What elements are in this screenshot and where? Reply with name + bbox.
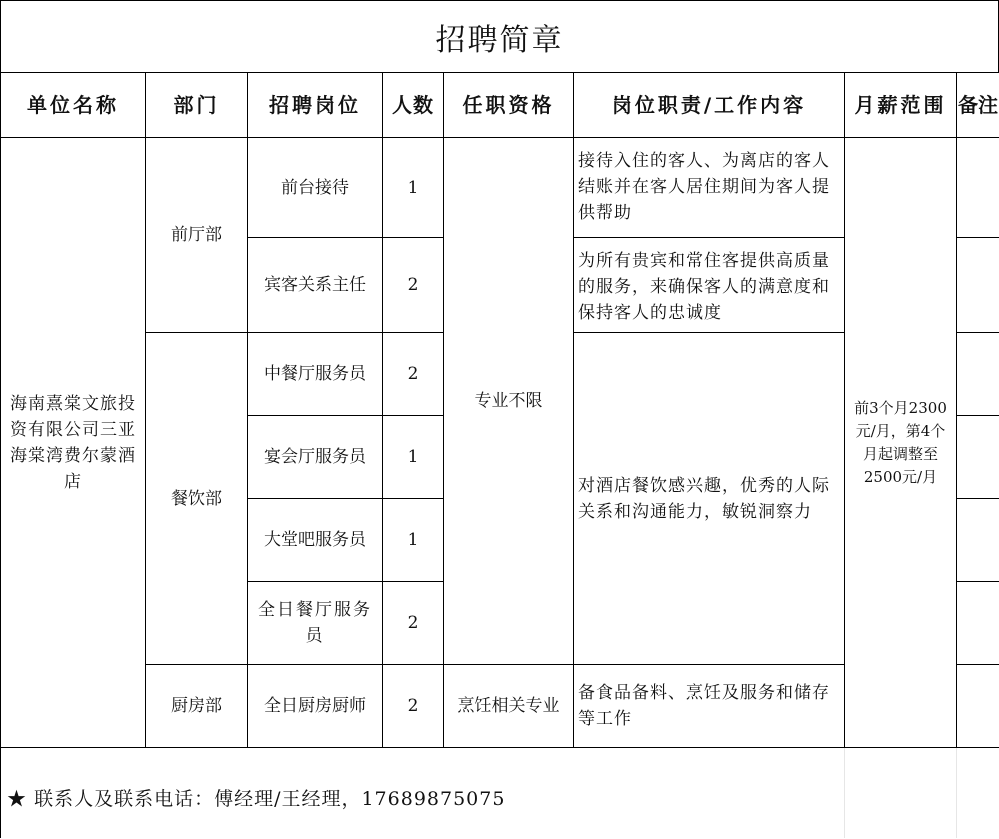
count-cell: 2 <box>383 333 444 416</box>
count-cell: 2 <box>383 238 444 333</box>
header-company: 单位名称 <box>1 73 146 138</box>
count-cell: 1 <box>383 499 444 582</box>
header-count: 人数 <box>383 73 444 138</box>
note-cell <box>957 499 999 582</box>
note-cell <box>957 238 999 333</box>
duty-cell: 对酒店餐饮感兴趣，优秀的人际关系和沟通能力，敏锐洞察力 <box>574 333 845 665</box>
header-row <box>1 73 999 138</box>
department-cell: 前厅部 <box>146 138 248 333</box>
header-salary: 月薪范围 <box>845 73 957 138</box>
contact-line <box>7 784 505 811</box>
count-cell: 2 <box>383 582 444 665</box>
header-position: 招聘岗位 <box>248 73 383 138</box>
footer-gridline <box>956 748 957 838</box>
position-cell: 宾客关系主任 <box>248 238 383 333</box>
header-department: 部门 <box>146 73 248 138</box>
position-cell: 前台接待 <box>248 138 383 238</box>
header-note: 备注 <box>957 73 999 138</box>
count-cell: 2 <box>383 665 444 748</box>
position-cell: 全日厨房厨师 <box>248 665 383 748</box>
table-row <box>1 138 999 238</box>
recruitment-table <box>0 72 999 748</box>
count-cell: 1 <box>383 138 444 238</box>
department-cell: 厨房部 <box>146 665 248 748</box>
duty-cell: 接待入住的客人、为离店的客人结账并在客人居住期间为客人提供帮助 <box>574 138 845 238</box>
salary-cell: 前3个月2300元/月，第4个月起调整至2500元/月 <box>845 138 957 748</box>
note-cell <box>957 582 999 665</box>
footer <box>0 748 998 838</box>
page-title <box>0 0 999 73</box>
header-qualification: 任职资格 <box>444 73 574 138</box>
note-cell <box>957 138 999 238</box>
position-cell: 宴会厅服务员 <box>248 416 383 499</box>
qualification-cell: 专业不限 <box>444 138 574 665</box>
company-name-cell: 海南熹棠文旅投资有限公司三亚海棠湾费尔蒙酒店 <box>1 138 146 748</box>
count-cell: 1 <box>383 416 444 499</box>
department-cell: 餐饮部 <box>146 333 248 665</box>
duty-cell: 备食品备料、烹饪及服务和储存等工作 <box>574 665 845 748</box>
note-cell <box>957 333 999 416</box>
position-cell: 中餐厅服务员 <box>248 333 383 416</box>
star-icon: ★ <box>7 788 28 810</box>
footer-gridline <box>844 748 845 838</box>
note-cell <box>957 416 999 499</box>
qualification-cell: 烹饪相关专业 <box>444 665 574 748</box>
title-text: 招聘简章 <box>435 23 564 58</box>
duty-cell: 为所有贵宾和常住客提供高质量的服务，来确保客人的满意度和保持客人的忠诚度 <box>574 238 845 333</box>
header-duties: 岗位职责/工作内容 <box>574 73 845 138</box>
note-cell <box>957 665 999 748</box>
position-cell: 大堂吧服务员 <box>248 499 383 582</box>
position-cell: 全日餐厅服务员 <box>248 582 383 665</box>
contact-text: 联系人及联系电话：傅经理/王经理，17689875075 <box>34 788 506 810</box>
